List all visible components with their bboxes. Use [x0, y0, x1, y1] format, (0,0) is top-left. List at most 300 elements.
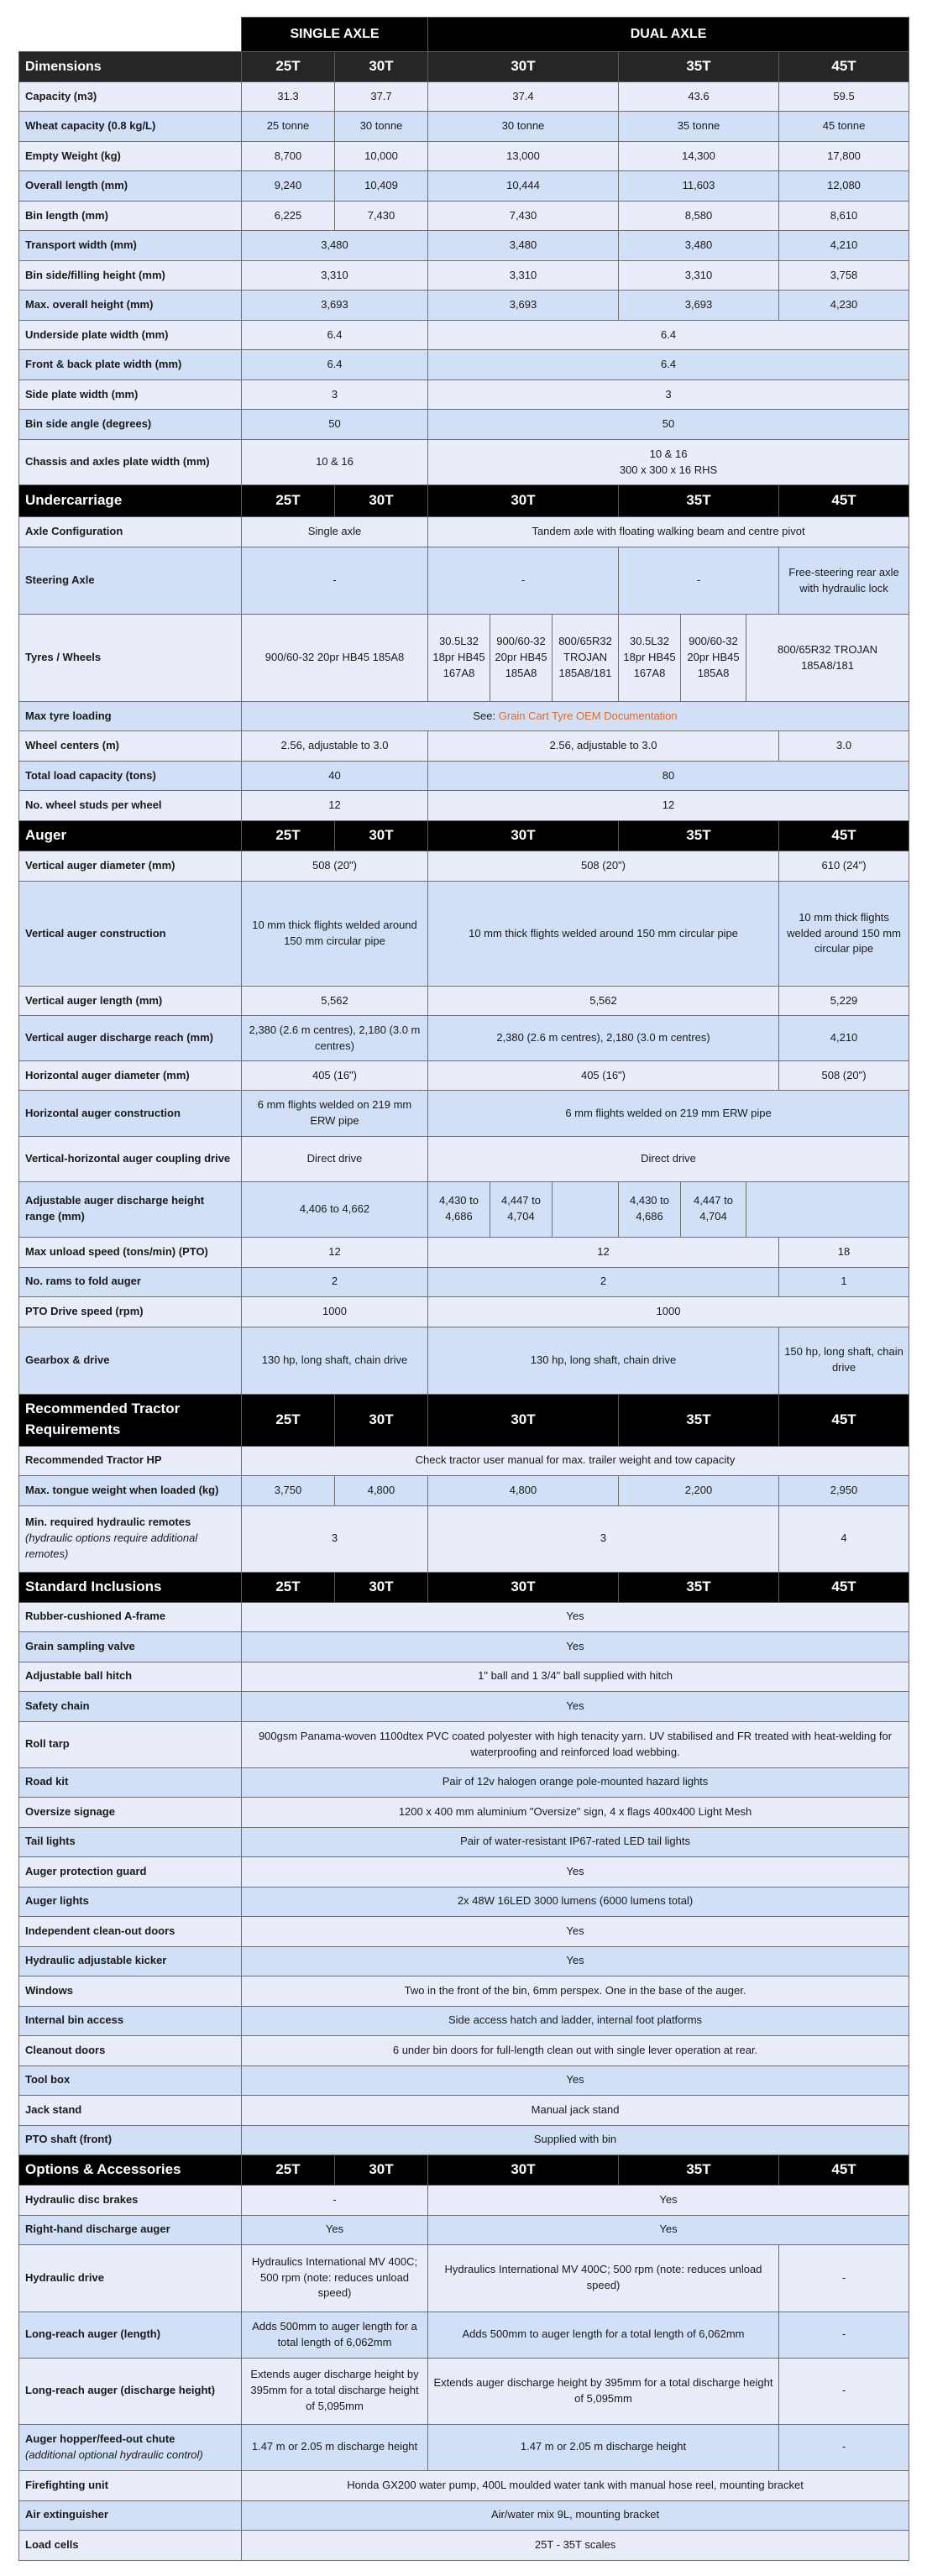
- cell: 900/60-32 20pr HB45 185A8: [242, 615, 428, 702]
- cell: 30 tonne: [428, 112, 619, 142]
- cell: 10,409: [335, 171, 428, 202]
- model-45t: 45T: [779, 1394, 909, 1446]
- cell: 4,230: [779, 291, 909, 321]
- cell: Hydraulics International MV 400C; 500 rpm (note: reduces unload speed): [242, 2244, 428, 2312]
- cell: 2: [242, 1267, 428, 1296]
- cell: 6.4: [428, 321, 909, 350]
- row-label: Air extinguisher: [19, 2500, 242, 2530]
- table-row: [19, 1662, 909, 1691]
- section-title: Undercarriage: [19, 485, 242, 517]
- row-label: Chassis and axles plate width (mm): [19, 440, 242, 485]
- cell: 6 mm flights welded on 219 mm ERW pipe: [428, 1091, 909, 1137]
- row-label: Adjustable ball hitch: [19, 1662, 242, 1691]
- cell: 10,444: [428, 171, 619, 202]
- table-row: [19, 2530, 909, 2560]
- cell: 5,562: [242, 987, 428, 1016]
- cell: -: [428, 547, 619, 615]
- table-row: [19, 1602, 909, 1631]
- table-row: [19, 615, 909, 702]
- cell: 508 (20"): [779, 1061, 909, 1091]
- cell: 405 (16"): [428, 1061, 779, 1091]
- cell: 5,229: [779, 987, 909, 1016]
- cell: 6.4: [242, 350, 428, 380]
- row-label: Independent clean-out doors: [19, 1916, 242, 1946]
- model-45t: 45T: [779, 2155, 909, 2185]
- row-label-note: (hydraulic options require additional remotes): [25, 1531, 198, 1560]
- model-30t-dual: 30T: [428, 1572, 619, 1602]
- cell: 4,210: [779, 231, 909, 261]
- cell-line: 10 & 16: [649, 447, 688, 460]
- cell: Adds 500mm to auger length for a total length of 6,062mm: [428, 2312, 779, 2358]
- section-header-options: [19, 2155, 909, 2185]
- table-row: [19, 762, 909, 791]
- spec-sheet: [18, 17, 909, 2561]
- row-label: Steering Axle: [19, 547, 242, 615]
- cell: 10 mm thick flights welded around 150 mm circular pipe: [428, 882, 779, 987]
- model-30t-single: 30T: [335, 1394, 428, 1446]
- dual-axle-header: DUAL AXLE: [428, 18, 909, 52]
- row-label: Bin side angle (degrees): [19, 410, 242, 440]
- table-row: [19, 1061, 909, 1091]
- row-label: Vertical-horizontal auger coupling drive: [19, 1137, 242, 1182]
- row-label: Right-hand discharge auger: [19, 2215, 242, 2244]
- cell: -: [619, 547, 779, 615]
- table-row: [19, 1237, 909, 1267]
- row-label-note: (additional optional hydraulic control): [25, 2448, 203, 2461]
- model-35t: 35T: [619, 1394, 779, 1446]
- row-label: Jack stand: [19, 2095, 242, 2125]
- cell-line: 300 x 300 x 16 RHS: [619, 463, 718, 476]
- cell: Extends auger discharge height by 395mm for a total discharge height of 5,095mm: [428, 2358, 779, 2424]
- row-label: Tail lights: [19, 1827, 242, 1856]
- row-label: Load cells: [19, 2530, 242, 2560]
- model-35t: 35T: [619, 52, 779, 82]
- table-row: [19, 791, 909, 821]
- cell: Check tractor user manual for max. trailer weight and tow capacity: [242, 1446, 909, 1475]
- model-45t: 45T: [779, 1572, 909, 1602]
- cell: Yes: [428, 2215, 909, 2244]
- cell: 3: [242, 380, 428, 410]
- model-30t-single: 30T: [335, 52, 428, 82]
- model-30t-dual: 30T: [428, 485, 619, 517]
- table-row: [19, 231, 909, 261]
- cell: 4,447 to 4,704: [490, 1182, 553, 1238]
- cell: 3,480: [428, 231, 619, 261]
- table-row: [19, 82, 909, 112]
- row-label: Max. overall height (mm): [19, 291, 242, 321]
- model-25t: 25T: [242, 485, 335, 517]
- cell: 30 tonne: [335, 112, 428, 142]
- cell: Yes: [428, 2185, 909, 2215]
- cell: Yes: [242, 1631, 909, 1662]
- model-30t-single: 30T: [335, 1572, 428, 1602]
- table-row: [19, 2125, 909, 2155]
- cell: 59.5: [779, 82, 909, 112]
- cell: 6 mm flights welded on 219 mm ERW pipe: [242, 1091, 428, 1137]
- table-row: [19, 142, 909, 171]
- cell: -: [779, 2244, 909, 2312]
- table-row: [19, 1182, 909, 1238]
- cell: Extends auger discharge height by 395mm for a total discharge height of 5,095mm: [242, 2358, 428, 2424]
- cell: Free-steering rear axle with hydraulic lock: [779, 547, 909, 615]
- row-label: Capacity (m3): [19, 82, 242, 112]
- section-title: Recommended Tractor Requirements: [19, 1394, 242, 1446]
- table-row: [19, 1797, 909, 1827]
- row-label: Horizontal auger diameter (mm): [19, 1061, 242, 1091]
- cell: -: [779, 2358, 909, 2424]
- row-label: Total load capacity (tons): [19, 762, 242, 791]
- row-label: Grain sampling valve: [19, 1631, 242, 1662]
- cell: 610 (24"): [779, 851, 909, 882]
- cell: Pair of 12v halogen orange pole-mounted hazard lights: [242, 1767, 909, 1797]
- cell: 8,700: [242, 142, 335, 171]
- cell: Pair of water-resistant IP67-rated LED tail lights: [242, 1827, 909, 1856]
- table-row: [19, 2006, 909, 2035]
- table-row: [19, 2358, 909, 2424]
- cell: [553, 1182, 619, 1238]
- cell: 4,800: [335, 1475, 428, 1505]
- model-45t: 45T: [779, 821, 909, 851]
- row-label: Max. tongue weight when loaded (kg): [19, 1475, 242, 1505]
- row-label: Front & back plate width (mm): [19, 350, 242, 380]
- cell: -: [779, 2312, 909, 2358]
- cell: 1" ball and 1 3/4" ball supplied with hitch: [242, 1662, 909, 1691]
- table-row: [19, 1091, 909, 1137]
- cell: 50: [428, 410, 909, 440]
- row-label: Max unload speed (tons/min) (PTO): [19, 1237, 242, 1267]
- table-row: [19, 517, 909, 547]
- table-row: [19, 1296, 909, 1327]
- cell: 50: [242, 410, 428, 440]
- cell: Honda GX200 water pump, 400L moulded water tank with manual hose reel, mounting bracket: [242, 2470, 909, 2500]
- table-row: [19, 1505, 909, 1572]
- table-row: [19, 2215, 909, 2244]
- cell: 2: [428, 1267, 779, 1296]
- table-row: [19, 2185, 909, 2215]
- table-row: [19, 1327, 909, 1394]
- table-row: [19, 380, 909, 410]
- cell: 2.56, adjustable to 3.0: [428, 731, 779, 762]
- cell: 1000: [428, 1296, 909, 1327]
- row-label: Tyres / Wheels: [19, 615, 242, 702]
- cell: 7,430: [335, 202, 428, 231]
- cell: 43.6: [619, 82, 779, 112]
- table-row: [19, 2095, 909, 2125]
- table-row: [19, 547, 909, 615]
- table-row: [19, 440, 909, 485]
- cell: Manual jack stand: [242, 2095, 909, 2125]
- cell: 12: [428, 1237, 779, 1267]
- model-25t: 25T: [242, 2155, 335, 2185]
- cell: Direct drive: [428, 1137, 909, 1182]
- cell: 14,300: [619, 142, 779, 171]
- row-label: Side plate width (mm): [19, 380, 242, 410]
- row-label: Hydraulic drive: [19, 2244, 242, 2312]
- cell: 6,225: [242, 202, 335, 231]
- section-header-undercarriage: [19, 485, 909, 517]
- cell: 30.5L32 18pr HB45 167A8: [619, 615, 681, 702]
- table-row: [19, 1721, 909, 1767]
- table-row: [19, 1446, 909, 1475]
- cell: 4,430 to 4,686: [619, 1182, 681, 1238]
- cell: 900/60-32 20pr HB45 185A8: [490, 615, 553, 702]
- cell: 900/60-32 20pr HB45 185A8: [681, 615, 746, 702]
- cell: 3: [428, 380, 909, 410]
- cell: 37.7: [335, 82, 428, 112]
- cell: 37.4: [428, 82, 619, 112]
- model-25t: 25T: [242, 52, 335, 82]
- cell: 3,480: [242, 231, 428, 261]
- section-header-standard-inclusions: [19, 1572, 909, 1602]
- cell: 6.4: [242, 321, 428, 350]
- row-label: Vertical auger discharge reach (mm): [19, 1016, 242, 1061]
- table-row: [19, 1475, 909, 1505]
- cell: 130 hp, long shaft, chain drive: [428, 1327, 779, 1394]
- model-35t: 35T: [619, 485, 779, 517]
- cell: 12: [242, 791, 428, 821]
- row-label: Road kit: [19, 1767, 242, 1797]
- cell: Single axle: [242, 517, 428, 547]
- model-30t-dual: 30T: [428, 52, 619, 82]
- section-header-dimensions: [19, 52, 909, 82]
- table-row: [19, 1631, 909, 1662]
- cell: 2,380 (2.6 m centres), 2,180 (3.0 m centres): [242, 1016, 428, 1061]
- cell: 2x 48W 16LED 3000 lumens (6000 lumens total): [242, 1887, 909, 1916]
- table-row: [19, 2035, 909, 2066]
- row-label: Wheel centers (m): [19, 731, 242, 762]
- cell: 3,310: [242, 261, 428, 291]
- cell: 18: [779, 1237, 909, 1267]
- row-label: Safety chain: [19, 1691, 242, 1721]
- row-label: Horizontal auger construction: [19, 1091, 242, 1137]
- row-label: Hydraulic adjustable kicker: [19, 1946, 242, 1976]
- table-row: [19, 171, 909, 202]
- section-title: Standard Inclusions: [19, 1572, 242, 1602]
- cell: 4,430 to 4,686: [428, 1182, 490, 1238]
- section-header-auger: [19, 821, 909, 851]
- cell: 900gsm Panama-woven 1100dtex PVC coated polyester with high tenacity yarn. UV stabilised and FR treated with heat-welding for waterproofing and reinforced load webbing.: [242, 1721, 909, 1767]
- cell: 1.47 m or 2.05 m discharge height: [242, 2424, 428, 2470]
- row-label: Underside plate width (mm): [19, 321, 242, 350]
- table-row: [19, 851, 909, 882]
- row-label: Gearbox & drive: [19, 1327, 242, 1394]
- cell: 5,562: [428, 987, 779, 1016]
- row-label: Overall length (mm): [19, 171, 242, 202]
- cell: 3.0: [779, 731, 909, 762]
- cell: 12: [242, 1237, 428, 1267]
- model-35t: 35T: [619, 2155, 779, 2185]
- cell: Yes: [242, 1691, 909, 1721]
- cell: 2,380 (2.6 m centres), 2,180 (3.0 m centres): [428, 1016, 779, 1061]
- row-label: No. wheel studs per wheel: [19, 791, 242, 821]
- row-label: Max tyre loading: [19, 702, 242, 731]
- cell: Yes: [242, 1602, 909, 1631]
- cell: Yes: [242, 1946, 909, 1976]
- cell: 7,430: [428, 202, 619, 231]
- row-label-text: Auger hopper/feed-out chute: [25, 2432, 175, 2445]
- row-label: Internal bin access: [19, 2006, 242, 2035]
- cell: 25 tonne: [242, 112, 335, 142]
- table-row: [19, 882, 909, 987]
- row-label: Roll tarp: [19, 1721, 242, 1767]
- cell: 6 under bin doors for full-length clean out with single lever operation at rear.: [242, 2035, 909, 2066]
- model-30t-dual: 30T: [428, 2155, 619, 2185]
- cell: 508 (20"): [428, 851, 779, 882]
- cell: 800/65R32 TROJAN 185A8/181: [553, 615, 619, 702]
- cell: 2.56, adjustable to 3.0: [242, 731, 428, 762]
- cell: 11,603: [619, 171, 779, 202]
- table-row: [19, 2244, 909, 2312]
- cell: 4,447 to 4,704: [681, 1182, 746, 1238]
- cell: Yes: [242, 2215, 428, 2244]
- model-30t-single: 30T: [335, 821, 428, 851]
- cell: Air/water mix 9L, mounting bracket: [242, 2500, 909, 2530]
- cell: 130 hp, long shaft, chain drive: [242, 1327, 428, 1394]
- table-row: [19, 350, 909, 380]
- cell: 10 mm thick flights welded around 150 mm circular pipe: [779, 882, 909, 987]
- row-label: Long-reach auger (length): [19, 2312, 242, 2358]
- row-label: Auger lights: [19, 1887, 242, 1916]
- cell: 80: [428, 762, 909, 791]
- cell: 12,080: [779, 171, 909, 202]
- model-30t-single: 30T: [335, 2155, 428, 2185]
- row-label: PTO Drive speed (rpm): [19, 1296, 242, 1327]
- cell: -: [242, 2185, 428, 2215]
- table-row: [19, 987, 909, 1016]
- cell: 45 tonne: [779, 112, 909, 142]
- cell: 10,000: [335, 142, 428, 171]
- row-label: [19, 2424, 242, 2470]
- row-label: Bin side/filling height (mm): [19, 261, 242, 291]
- row-label: Vertical auger diameter (mm): [19, 851, 242, 882]
- table-row: [19, 2424, 909, 2470]
- section-title: Options & Accessories: [19, 2155, 242, 2185]
- row-label: Bin length (mm): [19, 202, 242, 231]
- tyre-documentation-link[interactable]: Grain Cart Tyre OEM Documentation: [498, 709, 678, 722]
- cell: 3,750: [242, 1475, 335, 1505]
- cell: 3: [242, 1505, 428, 1572]
- table-row: [19, 2500, 909, 2530]
- cell: [242, 702, 909, 731]
- table-row: [19, 1827, 909, 1856]
- cell: 4,800: [428, 1475, 619, 1505]
- cell: Two in the front of the bin, 6mm perspex. One in the base of the auger.: [242, 1976, 909, 2006]
- cell: 10 mm thick flights welded around 150 mm circular pipe: [242, 882, 428, 987]
- cell: 30.5L32 18pr HB45 167A8: [428, 615, 490, 702]
- table-row: [19, 1767, 909, 1797]
- specification-table: [18, 17, 909, 2561]
- cell: 3,693: [242, 291, 428, 321]
- cell: 25T - 35T scales: [242, 2530, 909, 2560]
- cell: [746, 1182, 909, 1238]
- axle-group-header-row: [19, 18, 909, 52]
- cell: 3,758: [779, 261, 909, 291]
- table-row: [19, 1887, 909, 1916]
- cell: 2,200: [619, 1475, 779, 1505]
- cell: -: [779, 2424, 909, 2470]
- cell: Yes: [242, 2066, 909, 2095]
- model-30t-single: 30T: [335, 485, 428, 517]
- table-row: [19, 321, 909, 350]
- table-row: [19, 731, 909, 762]
- model-25t: 25T: [242, 821, 335, 851]
- cell: Side access hatch and ladder, internal foot platforms: [242, 2006, 909, 2035]
- cell: 4: [779, 1505, 909, 1572]
- model-35t: 35T: [619, 1572, 779, 1602]
- cell: 4,406 to 4,662: [242, 1182, 428, 1238]
- table-row: [19, 2066, 909, 2095]
- cell: 800/65R32 TROJAN 185A8/181: [746, 615, 909, 702]
- cell: 405 (16"): [242, 1061, 428, 1091]
- cell: 1000: [242, 1296, 428, 1327]
- row-label: Transport width (mm): [19, 231, 242, 261]
- cell: 1200 x 400 mm aluminium "Oversize" sign, 4 x flags 400x400 Light Mesh: [242, 1797, 909, 1827]
- cell: 4,210: [779, 1016, 909, 1061]
- table-row: [19, 1691, 909, 1721]
- row-label-text: Min. required hydraulic remotes: [25, 1516, 191, 1529]
- cell: 35 tonne: [619, 112, 779, 142]
- row-label: Cleanout doors: [19, 2035, 242, 2066]
- cell: 8,610: [779, 202, 909, 231]
- row-label: [19, 1505, 242, 1572]
- row-label: Firefighting unit: [19, 2470, 242, 2500]
- row-label: Vertical auger length (mm): [19, 987, 242, 1016]
- cell: Hydraulics International MV 400C; 500 rpm (note: reduces unload speed): [428, 2244, 779, 2312]
- cell: 3,480: [619, 231, 779, 261]
- cell: Direct drive: [242, 1137, 428, 1182]
- table-row: [19, 1267, 909, 1296]
- table-row: [19, 261, 909, 291]
- cell: 8,580: [619, 202, 779, 231]
- cell: 10 & 16: [242, 440, 428, 485]
- row-label: Adjustable auger discharge height range (mm): [19, 1182, 242, 1238]
- table-row: [19, 202, 909, 231]
- model-25t: 25T: [242, 1572, 335, 1602]
- table-row: [19, 2312, 909, 2358]
- section-title: Auger: [19, 821, 242, 851]
- section-header-tractor: [19, 1394, 909, 1446]
- cell: Supplied with bin: [242, 2125, 909, 2155]
- table-row: [19, 2470, 909, 2500]
- row-label: PTO shaft (front): [19, 2125, 242, 2155]
- row-label: Vertical auger construction: [19, 882, 242, 987]
- cell: 9,240: [242, 171, 335, 202]
- cell: Yes: [242, 1856, 909, 1887]
- cell: 40: [242, 762, 428, 791]
- model-30t-dual: 30T: [428, 821, 619, 851]
- row-label: Oversize signage: [19, 1797, 242, 1827]
- cell: 12: [428, 791, 909, 821]
- row-label: Recommended Tractor HP: [19, 1446, 242, 1475]
- row-label: Tool box: [19, 2066, 242, 2095]
- cell: 1: [779, 1267, 909, 1296]
- cell: 150 hp, long shaft, chain drive: [779, 1327, 909, 1394]
- model-45t: 45T: [779, 485, 909, 517]
- cell: 1.47 m or 2.05 m discharge height: [428, 2424, 779, 2470]
- single-axle-header: SINGLE AXLE: [242, 18, 428, 52]
- cell: 2,950: [779, 1475, 909, 1505]
- row-label: Wheat capacity (0.8 kg/L): [19, 112, 242, 142]
- row-label: Auger protection guard: [19, 1856, 242, 1887]
- model-30t-dual: 30T: [428, 1394, 619, 1446]
- model-45t: 45T: [779, 52, 909, 82]
- row-label: Hydraulic disc brakes: [19, 2185, 242, 2215]
- cell: Yes: [242, 1916, 909, 1946]
- model-35t: 35T: [619, 821, 779, 851]
- row-label: Empty Weight (kg): [19, 142, 242, 171]
- cell: 3,310: [428, 261, 619, 291]
- cell: 31.3: [242, 82, 335, 112]
